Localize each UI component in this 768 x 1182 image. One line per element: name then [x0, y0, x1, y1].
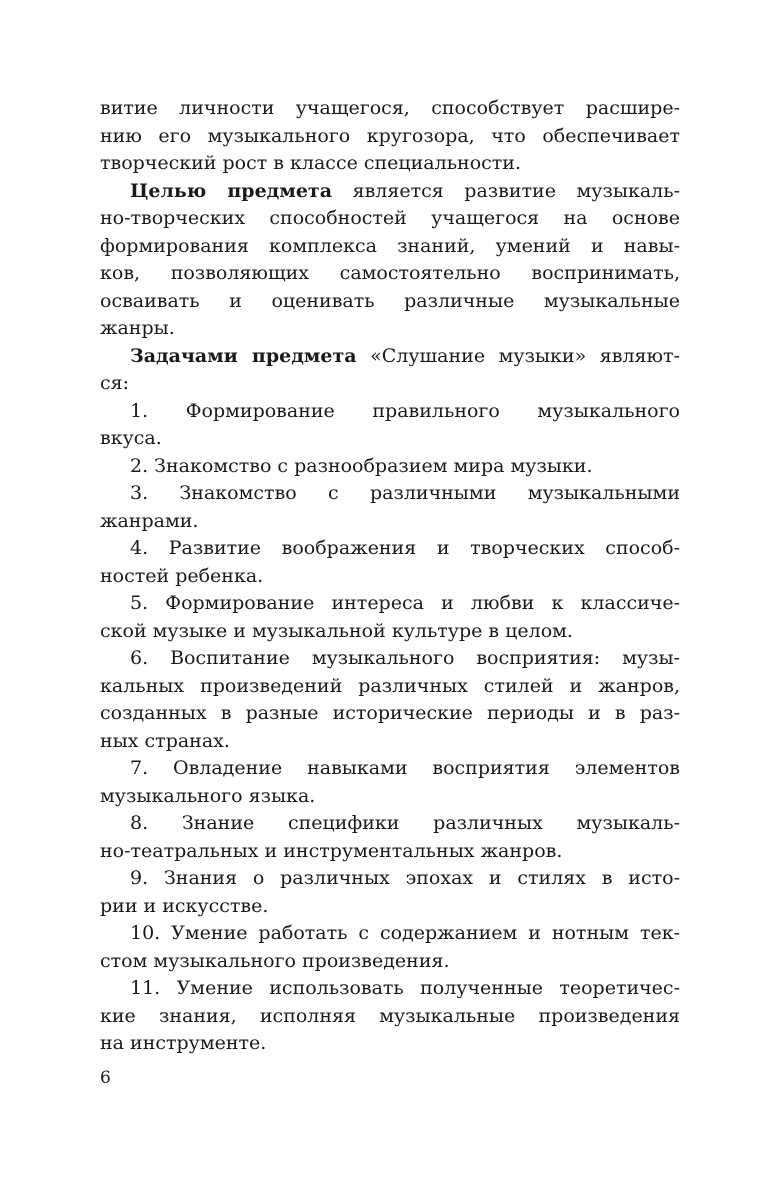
- task-item: [100, 975, 680, 1058]
- page-number: 6: [100, 1068, 111, 1088]
- task-item-first-line: 7. Овладение навыками восприятия элементов: [130, 757, 680, 779]
- task-item-line: но-театральных и инструментальных жанров.: [100, 839, 563, 862]
- task-item-line: кие знания, исполняя музыкальные произведения: [100, 1004, 680, 1027]
- tasks-heading: Задачами предмета: [130, 344, 357, 367]
- text-line: жанры.: [100, 317, 175, 339]
- task-item: [100, 645, 680, 755]
- text-line: ся:: [100, 372, 130, 394]
- task-item: [100, 755, 680, 810]
- task-item-line: ных странах.: [100, 729, 230, 752]
- task-item-line: на инструменте.: [100, 1032, 267, 1054]
- task-item-line: музыкального языка.: [100, 784, 316, 807]
- task-item: [100, 810, 680, 865]
- goal-first-line: является развитие музыкаль-: [332, 179, 680, 202]
- task-item-line: ностей ребенка.: [100, 564, 264, 587]
- task-item-first-line: 10. Умение работать с содержанием и нотным тек-: [130, 922, 680, 944]
- task-item: [100, 453, 680, 481]
- page-body: [100, 95, 680, 1058]
- task-item-first-line: 4. Развитие воображения и творческих способ-: [130, 537, 680, 559]
- text-line: нию его музыкального кругозора, что обеспечивает: [100, 124, 680, 147]
- task-item-first-line: 2. Знакомство с разнообразием мира музыки.: [130, 454, 593, 477]
- intro-paragraph: [100, 95, 680, 178]
- tasks-paragraph: [100, 343, 680, 1058]
- task-item-line: ской музыке и музыкальной культуре в целом.: [100, 619, 573, 642]
- task-item-line: созданных в разные исторические периоды и в раз-: [100, 702, 680, 724]
- task-item: [100, 398, 680, 453]
- task-list: [100, 398, 680, 1058]
- task-item: [100, 920, 680, 975]
- text-line: ков, позволяющих самостоятельно воспринимать,: [100, 262, 680, 284]
- tasks-first-line: «Слушание музыки» являют-: [356, 344, 680, 367]
- text-line: но-творческих способностей учащегося на основе: [100, 207, 680, 229]
- task-item: [100, 480, 680, 535]
- task-item: [100, 590, 680, 645]
- goal-paragraph: [100, 178, 680, 343]
- task-item-line: вкуса.: [100, 427, 162, 449]
- text-line: осваивать и оценивать различные музыкальные: [100, 289, 680, 312]
- task-item-first-line: 9. Знания о различных эпохах и стилях в исто-: [130, 867, 680, 889]
- text-line: витие личности учащегося, способствует расшире-: [100, 97, 680, 119]
- task-item-first-line: 6. Воспитание музыкального восприятия: музы-: [130, 647, 680, 669]
- text-line: [100, 178, 680, 206]
- task-item-line: рии и искусстве.: [100, 894, 269, 917]
- task-item-first-line: 5. Формирование интереса и любви к классиче-: [130, 592, 680, 614]
- text-line: формирования комплекса знаний, умений и навы-: [100, 234, 680, 257]
- task-item-first-line: 3. Знакомство с различными музыкальными: [130, 482, 680, 504]
- task-item-first-line: 11. Умение использовать полученные теоретичес-: [130, 977, 680, 999]
- task-item-line: стом музыкального произведения.: [100, 949, 450, 972]
- task-item: [100, 865, 680, 920]
- goal-heading: Целью предмета: [130, 179, 333, 202]
- task-item-line: жанрами.: [100, 509, 199, 532]
- task-item-line: кальных произведений различных стилей и жанров,: [100, 674, 680, 697]
- text-line: [100, 343, 680, 371]
- task-item-first-line: 8. Знание специфики различных музыкаль-: [130, 812, 680, 834]
- text-line: творческий рост в классе специальности.: [100, 152, 521, 174]
- task-item-first-line: 1. Формирование правильного музыкального: [130, 399, 680, 422]
- task-item: [100, 535, 680, 590]
